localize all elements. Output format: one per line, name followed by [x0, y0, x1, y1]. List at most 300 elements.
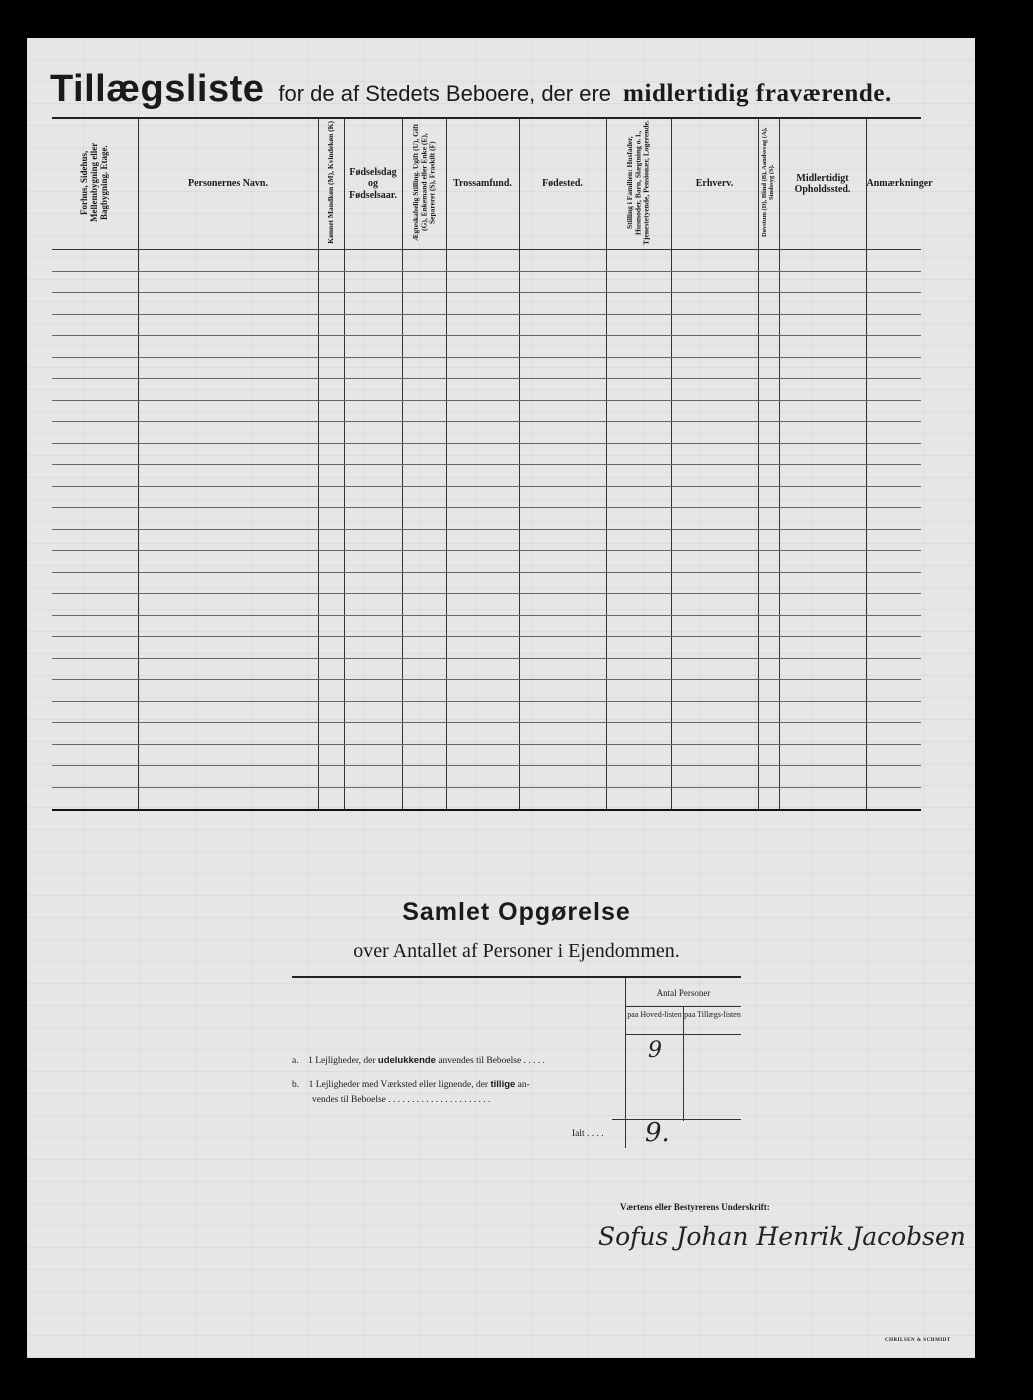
cell-tro [446, 486, 519, 508]
cell-doev [758, 400, 779, 422]
cell-doev [758, 486, 779, 508]
cell-ophold [779, 508, 866, 530]
table-row [52, 787, 921, 810]
cell-navn [138, 508, 318, 530]
cell-foedselsdag [344, 508, 402, 530]
table-row [52, 357, 921, 379]
cell-ophold [779, 336, 866, 358]
cell-tro [446, 293, 519, 315]
cell-anm [866, 443, 921, 465]
cell-erhverv [671, 658, 758, 680]
antal-personer-header: Antal Personer [656, 988, 711, 998]
cell-erhverv [671, 336, 758, 358]
col-header-erhverv: Erhverv. [671, 118, 758, 250]
cell-anm [866, 400, 921, 422]
cell-etage [52, 293, 138, 315]
cell-etage [52, 572, 138, 594]
summary-top-rule [292, 976, 741, 978]
table-row [52, 271, 921, 293]
cell-tro [446, 594, 519, 616]
cell-anm [866, 701, 921, 723]
cell-stilling [606, 314, 671, 336]
cell-foedselsdag [344, 400, 402, 422]
title-bold: midlertidig fraværende. [623, 80, 892, 107]
table-row [52, 680, 921, 702]
ialt-value: 9. [645, 1118, 670, 1148]
row-a-value: 9 [648, 1038, 662, 1063]
col-hovedlisten: paa Hoved-listen [627, 1010, 682, 1019]
cell-ophold [779, 486, 866, 508]
cell-doev [758, 379, 779, 401]
cell-doev [758, 766, 779, 788]
cell-stilling [606, 529, 671, 551]
cell-foedested [519, 357, 606, 379]
cell-tro [446, 465, 519, 487]
cell-aegteskab [402, 680, 446, 702]
cell-navn [138, 529, 318, 551]
cell-aegteskab [402, 637, 446, 659]
cell-foedested [519, 336, 606, 358]
cell-stilling [606, 271, 671, 293]
cell-navn [138, 443, 318, 465]
cell-stilling [606, 766, 671, 788]
cell-koen [318, 572, 344, 594]
cell-navn [138, 551, 318, 573]
cell-koen [318, 637, 344, 659]
cell-anm [866, 680, 921, 702]
summary-rule [612, 1119, 741, 1120]
summary-table [292, 976, 741, 1148]
cell-etage [52, 594, 138, 616]
cell-stilling [606, 658, 671, 680]
cell-navn [138, 250, 318, 272]
cell-tro [446, 379, 519, 401]
cell-stilling [606, 723, 671, 745]
table-row [52, 594, 921, 616]
cell-navn [138, 766, 318, 788]
cell-navn [138, 637, 318, 659]
cell-stilling [606, 400, 671, 422]
table-row [52, 314, 921, 336]
cell-foedselsdag [344, 594, 402, 616]
cell-foedested [519, 271, 606, 293]
cell-foedselsdag [344, 314, 402, 336]
cell-etage [52, 314, 138, 336]
cell-etage [52, 680, 138, 702]
cell-foedselsdag [344, 486, 402, 508]
cell-ophold [779, 529, 866, 551]
cell-navn [138, 422, 318, 444]
cell-aegteskab [402, 572, 446, 594]
cell-doev [758, 701, 779, 723]
cell-erhverv [671, 508, 758, 530]
cell-etage [52, 336, 138, 358]
cell-doev [758, 551, 779, 573]
cell-stilling [606, 787, 671, 810]
cell-stilling [606, 465, 671, 487]
cell-foedselsdag [344, 250, 402, 272]
table-row [52, 701, 921, 723]
cell-erhverv [671, 766, 758, 788]
cell-erhverv [671, 465, 758, 487]
cell-koen [318, 336, 344, 358]
cell-foedested [519, 766, 606, 788]
cell-stilling [606, 637, 671, 659]
cell-erhverv [671, 637, 758, 659]
cell-ophold [779, 701, 866, 723]
cell-stilling [606, 572, 671, 594]
cell-stilling [606, 594, 671, 616]
summary-subtitle: over Antallet af Personer i Ejendommen. [353, 940, 680, 962]
cell-anm [866, 314, 921, 336]
cell-anm [866, 465, 921, 487]
cell-doev [758, 594, 779, 616]
cell-ophold [779, 400, 866, 422]
cell-doev [758, 465, 779, 487]
table-row [52, 744, 921, 766]
cell-erhverv [671, 529, 758, 551]
cell-foedested [519, 422, 606, 444]
cell-aegteskab [402, 400, 446, 422]
cell-etage [52, 379, 138, 401]
cell-erhverv [671, 701, 758, 723]
cell-navn [138, 658, 318, 680]
cell-anm [866, 250, 921, 272]
cell-erhverv [671, 486, 758, 508]
cell-anm [866, 723, 921, 745]
cell-koen [318, 443, 344, 465]
cell-koen [318, 465, 344, 487]
cell-doev [758, 422, 779, 444]
cell-aegteskab [402, 486, 446, 508]
cell-foedested [519, 400, 606, 422]
cell-tro [446, 271, 519, 293]
col-header-stilling: Stilling i Familien: Husfader, Husmoder, Barn, Slægtning o. l., Tjenestetyende, Pensionær, Logerende. [606, 118, 671, 250]
cell-ophold [779, 615, 866, 637]
cell-doev [758, 357, 779, 379]
cell-navn [138, 314, 318, 336]
cell-erhverv [671, 615, 758, 637]
cell-foedselsdag [344, 551, 402, 573]
cell-stilling [606, 336, 671, 358]
cell-koen [318, 744, 344, 766]
cell-doev [758, 615, 779, 637]
cell-aegteskab [402, 723, 446, 745]
cell-foedselsdag [344, 572, 402, 594]
cell-erhverv [671, 357, 758, 379]
cell-aegteskab [402, 594, 446, 616]
col-header-ophold: Midlertidigt Opholdssted. [779, 118, 866, 250]
cell-ophold [779, 787, 866, 810]
cell-tro [446, 551, 519, 573]
cell-tro [446, 314, 519, 336]
cell-foedested [519, 658, 606, 680]
cell-doev [758, 658, 779, 680]
cell-doev [758, 250, 779, 272]
cell-erhverv [671, 680, 758, 702]
cell-foedselsdag [344, 787, 402, 810]
cell-aegteskab [402, 336, 446, 358]
cell-koen [318, 508, 344, 530]
cell-erhverv [671, 379, 758, 401]
cell-tro [446, 400, 519, 422]
cell-foedselsdag [344, 379, 402, 401]
cell-foedested [519, 508, 606, 530]
cell-anm [866, 293, 921, 315]
cell-foedselsdag [344, 443, 402, 465]
cell-koen [318, 787, 344, 810]
summary-title: Samlet Opgørelse [402, 898, 631, 926]
cell-aegteskab [402, 529, 446, 551]
table-row [52, 422, 921, 444]
cell-foedselsdag [344, 680, 402, 702]
cell-koen [318, 615, 344, 637]
cell-aegteskab [402, 615, 446, 637]
cell-etage [52, 744, 138, 766]
cell-doev [758, 271, 779, 293]
cell-tro [446, 336, 519, 358]
cell-navn [138, 465, 318, 487]
table-row [52, 400, 921, 422]
cell-koen [318, 701, 344, 723]
cell-ophold [779, 594, 866, 616]
table-row [52, 551, 921, 573]
register-table [52, 117, 933, 811]
cell-tro [446, 572, 519, 594]
table-row [52, 336, 921, 358]
cell-anm [866, 357, 921, 379]
cell-etage [52, 615, 138, 637]
table-row [52, 508, 921, 530]
cell-foedested [519, 486, 606, 508]
cell-aegteskab [402, 766, 446, 788]
cell-etage [52, 465, 138, 487]
cell-stilling [606, 293, 671, 315]
cell-stilling [606, 422, 671, 444]
cell-doev [758, 443, 779, 465]
cell-anm [866, 594, 921, 616]
cell-aegteskab [402, 314, 446, 336]
form-title [50, 68, 930, 112]
cell-ophold [779, 766, 866, 788]
cell-etage [52, 701, 138, 723]
cell-koen [318, 250, 344, 272]
cell-aegteskab [402, 787, 446, 810]
cell-doev [758, 529, 779, 551]
cell-koen [318, 551, 344, 573]
cell-navn [138, 680, 318, 702]
cell-foedselsdag [344, 271, 402, 293]
cell-anm [866, 529, 921, 551]
cell-ophold [779, 744, 866, 766]
summary-row-b-cont: vendes til Beboelse . . . . . . . . . . . . . . . . . . . . . . [312, 1095, 491, 1105]
table-row [52, 250, 921, 272]
cell-anm [866, 572, 921, 594]
cell-tro [446, 422, 519, 444]
cell-koen [318, 293, 344, 315]
cell-ophold [779, 680, 866, 702]
cell-doev [758, 744, 779, 766]
cell-anm [866, 787, 921, 810]
col-header-foedselsdag: Fødselsdag og Fødselsaar. [344, 118, 402, 250]
cell-etage [52, 529, 138, 551]
register-header-row [52, 118, 921, 250]
cell-foedselsdag [344, 723, 402, 745]
table-row [52, 465, 921, 487]
cell-foedested [519, 701, 606, 723]
summary-rule [626, 1006, 741, 1007]
cell-anm [866, 271, 921, 293]
cell-doev [758, 336, 779, 358]
cell-navn [138, 594, 318, 616]
cell-stilling [606, 744, 671, 766]
table-row [52, 723, 921, 745]
cell-ophold [779, 250, 866, 272]
cell-koen [318, 529, 344, 551]
cell-anm [866, 486, 921, 508]
cell-aegteskab [402, 422, 446, 444]
cell-koen [318, 379, 344, 401]
cell-foedested [519, 744, 606, 766]
cell-doev [758, 723, 779, 745]
cell-ophold [779, 723, 866, 745]
cell-doev [758, 508, 779, 530]
cell-koen [318, 723, 344, 745]
cell-stilling [606, 357, 671, 379]
cell-etage [52, 551, 138, 573]
cell-aegteskab [402, 271, 446, 293]
cell-aegteskab [402, 465, 446, 487]
table-row [52, 615, 921, 637]
cell-ophold [779, 422, 866, 444]
cell-aegteskab [402, 293, 446, 315]
cell-navn [138, 400, 318, 422]
col-header-etage: Forhus, Sidehus, Mellembygning eller Bagbygning. Etage. [52, 118, 138, 250]
cell-foedselsdag [344, 637, 402, 659]
cell-erhverv [671, 293, 758, 315]
cell-anm [866, 422, 921, 444]
cell-stilling [606, 250, 671, 272]
printer-mark: CHRILSEN & SCHMIDT [885, 1338, 951, 1343]
cell-etage [52, 422, 138, 444]
cell-ophold [779, 314, 866, 336]
cell-ophold [779, 658, 866, 680]
cell-foedested [519, 572, 606, 594]
cell-navn [138, 615, 318, 637]
title-main: Tillægsliste [50, 68, 265, 110]
cell-foedested [519, 529, 606, 551]
cell-navn [138, 379, 318, 401]
cell-foedselsdag [344, 615, 402, 637]
cell-aegteskab [402, 744, 446, 766]
cell-erhverv [671, 594, 758, 616]
cell-etage [52, 723, 138, 745]
cell-stilling [606, 701, 671, 723]
signature-label: Værtens eller Bestyrerens Underskrift: [620, 1202, 770, 1212]
cell-etage [52, 508, 138, 530]
summary-divider [625, 978, 626, 1148]
cell-etage [52, 486, 138, 508]
cell-anm [866, 379, 921, 401]
cell-koen [318, 486, 344, 508]
cell-koen [318, 357, 344, 379]
cell-etage [52, 766, 138, 788]
cell-tro [446, 680, 519, 702]
cell-koen [318, 271, 344, 293]
cell-anm [866, 508, 921, 530]
cell-erhverv [671, 787, 758, 810]
col-header-koen: Kønnet Mandkøn (M), Kvindekøn (K) [318, 118, 344, 250]
cell-aegteskab [402, 250, 446, 272]
cell-etage [52, 250, 138, 272]
cell-foedested [519, 250, 606, 272]
cell-foedested [519, 594, 606, 616]
table-row [52, 293, 921, 315]
cell-navn [138, 357, 318, 379]
cell-koen [318, 658, 344, 680]
cell-ophold [779, 357, 866, 379]
summary-row-b: b. 1 Lejligheder med Værksted eller lignende, der tillige an- [292, 1079, 530, 1090]
cell-erhverv [671, 314, 758, 336]
cell-koen [318, 314, 344, 336]
cell-etage [52, 658, 138, 680]
cell-stilling [606, 615, 671, 637]
cell-doev [758, 293, 779, 315]
cell-foedselsdag [344, 422, 402, 444]
cell-aegteskab [402, 443, 446, 465]
cell-foedested [519, 379, 606, 401]
cell-anm [866, 615, 921, 637]
cell-foedested [519, 637, 606, 659]
cell-etage [52, 787, 138, 810]
col-header-anm: Anmærkninger [866, 118, 921, 250]
cell-doev [758, 680, 779, 702]
col-header-doev: Døvstum (D), Blind (B), Aandssvag (A), Sindssyg (S). [758, 118, 779, 250]
cell-tro [446, 508, 519, 530]
cell-tro [446, 529, 519, 551]
cell-koen [318, 680, 344, 702]
cell-stilling [606, 680, 671, 702]
cell-aegteskab [402, 379, 446, 401]
cell-tro [446, 637, 519, 659]
cell-stilling [606, 508, 671, 530]
cell-erhverv [671, 422, 758, 444]
cell-stilling [606, 551, 671, 573]
cell-ophold [779, 271, 866, 293]
cell-tro [446, 744, 519, 766]
table-row [52, 658, 921, 680]
cell-foedselsdag [344, 658, 402, 680]
cell-erhverv [671, 400, 758, 422]
col-header-aegteskab: Ægteskabelig Stilling. Ugift (U), Gift (G), Enkemand eller Enke (E), Separeret (S), Fraskilt (F) [402, 118, 446, 250]
cell-anm [866, 637, 921, 659]
ialt-label: Ialt . . . . [572, 1129, 604, 1139]
cell-foedested [519, 723, 606, 745]
cell-tro [446, 357, 519, 379]
cell-foedselsdag [344, 357, 402, 379]
cell-foedested [519, 680, 606, 702]
cell-navn [138, 486, 318, 508]
cell-erhverv [671, 572, 758, 594]
cell-aegteskab [402, 357, 446, 379]
cell-etage [52, 400, 138, 422]
cell-doev [758, 314, 779, 336]
cell-etage [52, 637, 138, 659]
col-tillaegslisten: paa Tillægs-listen [684, 1010, 741, 1019]
table-row [52, 572, 921, 594]
cell-ophold [779, 551, 866, 573]
cell-tro [446, 658, 519, 680]
